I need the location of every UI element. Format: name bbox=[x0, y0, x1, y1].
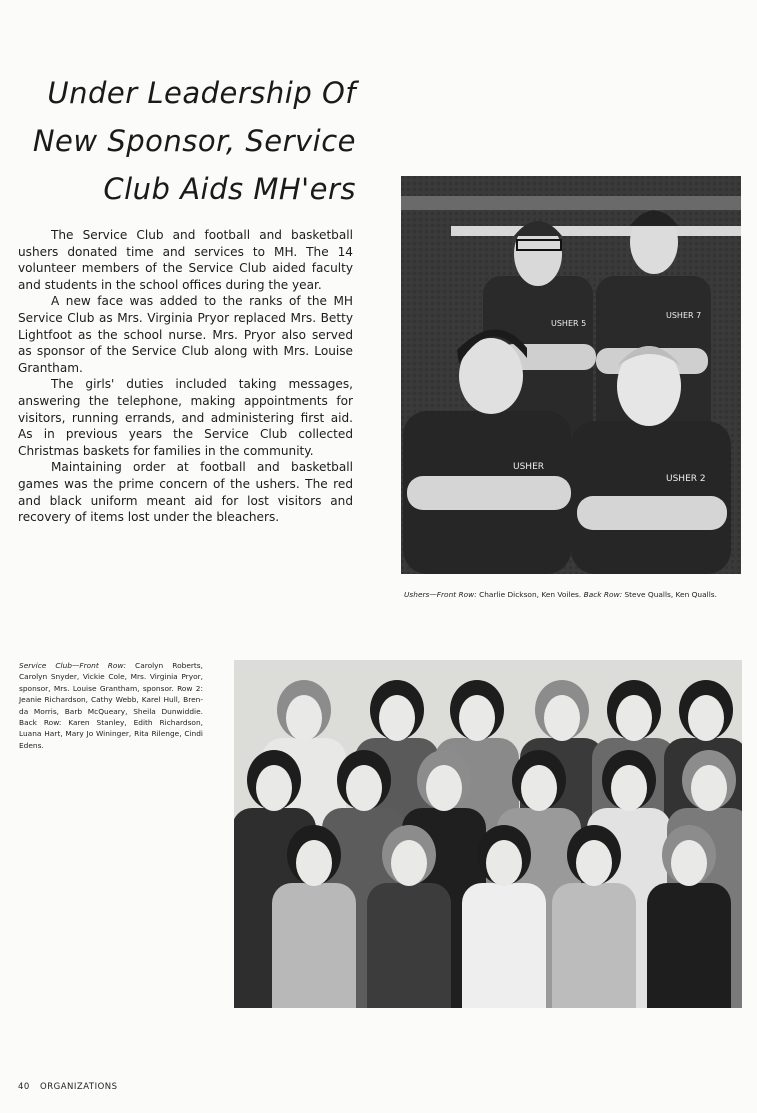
usher-shirt-text: USHER bbox=[513, 462, 545, 472]
article-body bbox=[18, 227, 353, 526]
article-paragraph: The girls' duties included taking messages, answering the telephone, making appointments for visitors, running errands, and administering first aid. As in previous years the Service Club collected Christmas baskets for families in the community. bbox=[18, 377, 353, 458]
service-club-photo bbox=[234, 660, 742, 1008]
caption-front-row: Carolyn Roberts, Carolyn Snyder, Vickie Cole, Mrs. Virginia Pryor, sponsor, Mrs. Louise Grantham, sponsor. bbox=[19, 661, 203, 693]
usher-shirt-text: USHER 2 bbox=[666, 474, 706, 484]
article-paragraph: A new face was added to the ranks of the MH Service Club as Mrs. Virginia Pryor replaced Mrs. Betty Lightfoot as the school nurse. Mrs. Pryor also served as sponsor of the Service Club along with Mrs. Louise Grantham. bbox=[18, 294, 353, 375]
ushers-caption bbox=[404, 589, 741, 600]
caption-row-label: Back Row: bbox=[19, 718, 62, 728]
page-footer bbox=[18, 1082, 118, 1092]
article-paragraph: Maintaining order at football and basketball games was the prime concern of the ushers. The red and black uniform meant aid for lost visitors and recovery of items lost under the bleachers. bbox=[18, 460, 353, 525]
headline-line: Club Aids MH'ers bbox=[103, 172, 356, 207]
usher-shirt-text: USHER 7 bbox=[666, 311, 702, 320]
caption-front-row: Charlie Dickson, Ken Voiles. bbox=[479, 590, 582, 599]
caption-back-row: Steve Qualls, Ken Qualls. bbox=[624, 590, 717, 599]
headline-line: New Sponsor, Service bbox=[32, 124, 356, 159]
service-club-photo-illustration bbox=[234, 660, 742, 1008]
caption-lead: Service Club—Front Row: bbox=[19, 661, 126, 670]
section-name: ORGANIZATIONS bbox=[40, 1082, 118, 1092]
page-number: 40 bbox=[18, 1082, 30, 1092]
caption-row-2: Jeanie Richardson, Cathy Webb, Karel Hull, Brenda Morris, Barb McQueary, Sheila Dunwiddie. bbox=[19, 695, 203, 716]
headline-line: Under Leadership Of bbox=[47, 76, 356, 111]
article-paragraph: The Service Club and football and basketball ushers donated time and services to MH. The 14 volunteer members of the Service Club aided faculty and students in the school offices during the year. bbox=[18, 228, 353, 292]
caption-lead: Ushers—Front Row: bbox=[404, 590, 477, 599]
ushers-photo bbox=[401, 176, 741, 574]
caption-row-label: Back Row: bbox=[583, 590, 623, 599]
service-club-caption bbox=[19, 660, 203, 751]
usher-shirt-text: USHER 5 bbox=[551, 319, 587, 328]
ushers-photo-illustration bbox=[401, 176, 741, 574]
caption-row-label: Row 2: bbox=[177, 683, 203, 693]
headline bbox=[14, 69, 356, 213]
caption-back-row: Karen Stanley, Edith Richardson, Luana Hart, Mary Jo Wininger, Rita Rilenge, Cindi Edens. bbox=[19, 718, 203, 750]
